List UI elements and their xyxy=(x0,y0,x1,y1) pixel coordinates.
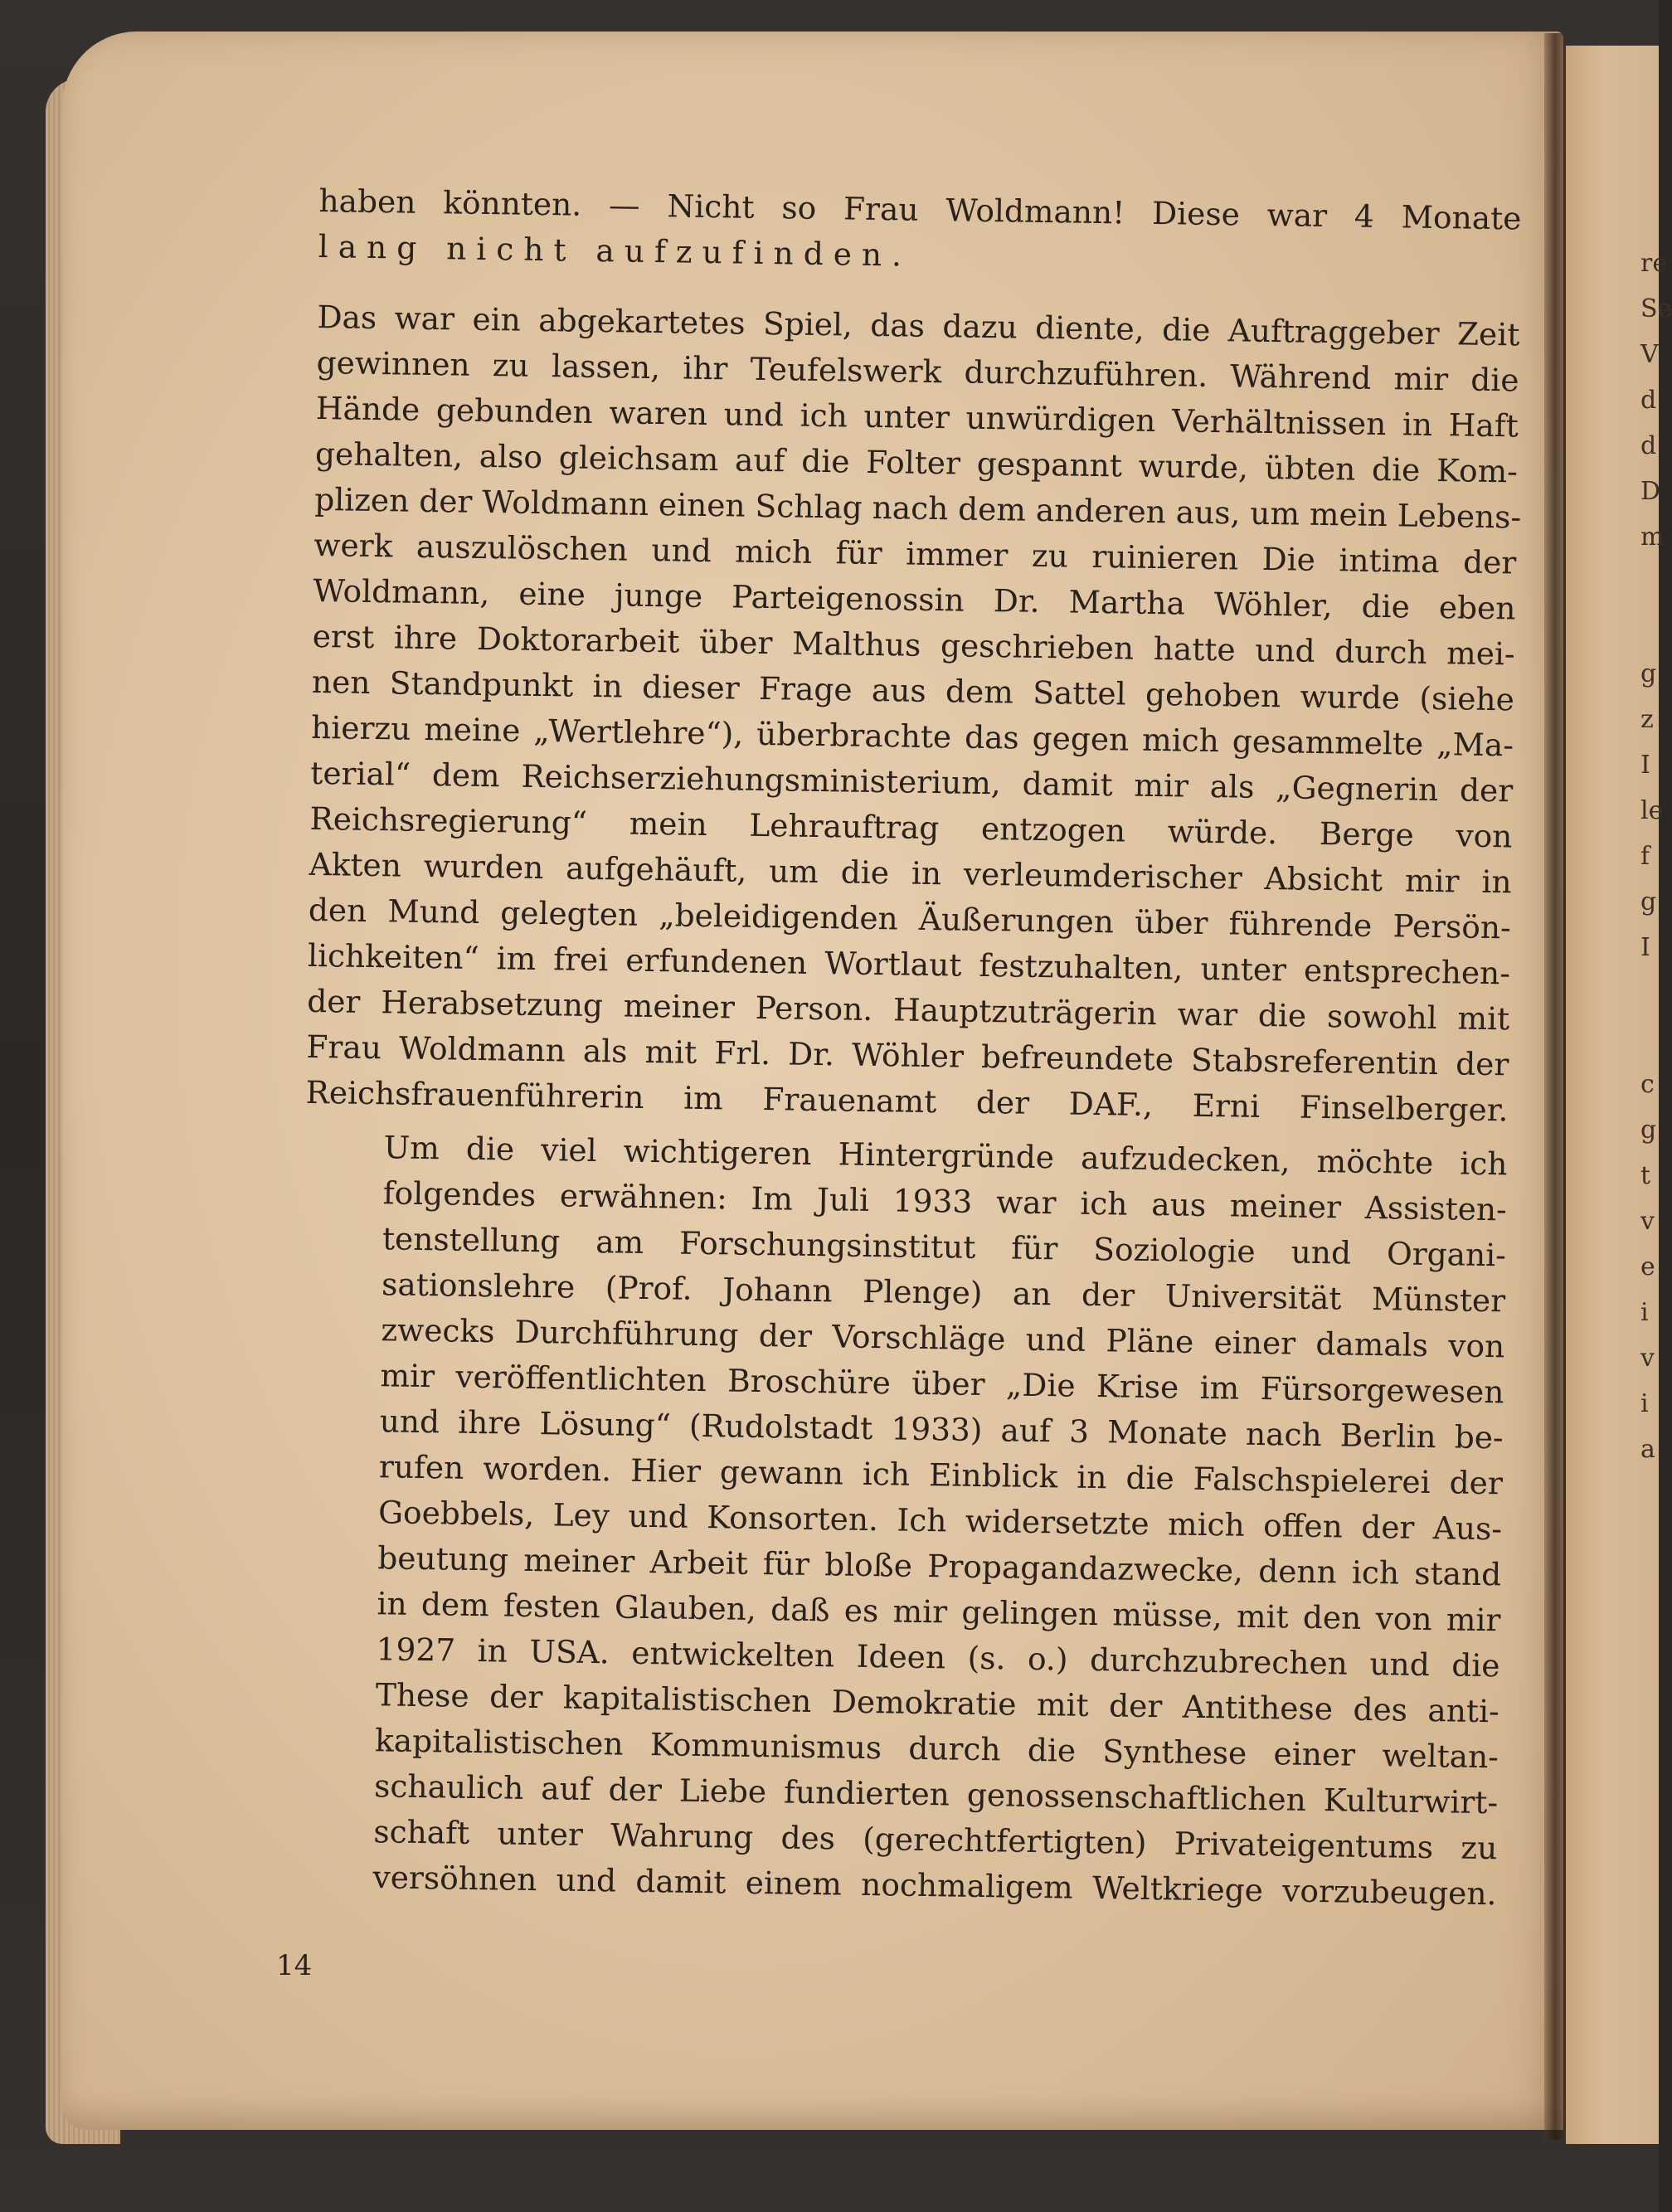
fragment: g xyxy=(1640,887,1657,916)
fragment: a xyxy=(1640,1435,1655,1464)
text-line: tenstellung am Forschungsinstitut für Soziologie und Organi- xyxy=(382,1220,1507,1274)
text-line: werk auszulöschen und mich für immer zu ruinieren Die intima der xyxy=(314,526,1517,581)
text-line: Reichsfrauenführerin im Frauenamt der DAF., Erni Finselberger. xyxy=(305,1073,1509,1129)
text-line: sationslehre (Prof. Johann Plenge) an der Universität Münster xyxy=(381,1266,1506,1320)
fragment: Se xyxy=(1640,294,1672,323)
text-line: schaulich auf der Liebe fundierten genossenschaftlichen Kulturwirt- xyxy=(373,1767,1499,1821)
fragment: v xyxy=(1640,1344,1655,1373)
text-line: Das war ein abgekartetes Spiel, das dazu diente, die Auftraggeber Zeit xyxy=(317,298,1520,353)
text-line: Um die viel wichtigeren Hintergründe aufzudecken, möchte ich xyxy=(383,1129,1508,1183)
text-line: plizen der Woldmann einen Schlag nach dem anderen aus, um mein Lebens- xyxy=(314,480,1522,536)
text-line: gehalten, also gleichsam auf die Folter gespannt wurde, übten die Kom- xyxy=(314,435,1519,490)
text-line: Akten wurden aufgehäuft, um die in verleumderischer Absicht mir in xyxy=(309,845,1512,901)
facing-page-text-fragments xyxy=(1640,241,1672,1472)
book-gutter xyxy=(1544,33,1566,2140)
fragment: g xyxy=(1640,659,1657,688)
fragment: i xyxy=(1640,1298,1649,1327)
fragment: m xyxy=(1640,523,1665,552)
text-line: rufen worden. Hier gewann ich Einblick in die Falschspielerei der xyxy=(378,1448,1504,1502)
text-line: lang nicht aufzufinden. xyxy=(318,227,912,274)
text-line: der Herabsetzung meiner Person. Hauptzuträgerin war die sowohl mit xyxy=(306,982,1510,1038)
text-line: Woldmann, eine junge Parteigenossin Dr. Martha Wöhler, die eben xyxy=(313,571,1516,627)
text-line: versöhnen und damit einem nochmaligem Weltkriege vorzubeugen. xyxy=(372,1859,1497,1913)
fragment: c xyxy=(1640,1070,1655,1099)
text-line: in dem festen Glauben, daß es mir gelingen müsse, mit den von mir xyxy=(377,1585,1501,1639)
fragment: I xyxy=(1640,933,1650,962)
fragment: f xyxy=(1640,842,1650,871)
text-line: gewinnen zu lassen, ihr Teufelswerk durchzuführen. Während mir die xyxy=(316,343,1519,399)
page-number: 14 xyxy=(276,1949,313,1982)
indented-paragraph xyxy=(372,1125,1508,1917)
text-line: haben könnten. — Nicht so Frau Woldmann! Diese war 4 Monate xyxy=(318,182,1522,237)
text-line: den Mund gelegten „beleidigenden Äußerungen über führende Persön- xyxy=(308,891,1512,946)
text-line: These der kapitalistischen Demokratie mit der Antithese des anti- xyxy=(375,1676,1500,1730)
text-line: nen Standpunkt in dieser Frage aus dem Sattel gehoben wurde (siehe xyxy=(311,663,1515,718)
fragment: e xyxy=(1640,1252,1655,1281)
text-line: und ihre Lösung“ (Rudolstadt 1933) auf 3 Monate nach Berlin be- xyxy=(379,1403,1504,1456)
text-line: lichkeiten“ im frei erfundenen Wortlaut festzuhalten, unter entsprechen- xyxy=(307,936,1511,992)
fragment: D xyxy=(1640,477,1661,506)
fragment: i xyxy=(1640,1389,1649,1418)
fragment: le xyxy=(1640,796,1664,825)
text-line: schaft unter Wahrung des (gerechtfertigten) Privateigentums zu xyxy=(373,1813,1498,1867)
fragment: d xyxy=(1640,431,1657,460)
fragment-gap xyxy=(1640,560,1672,651)
text-line: terial“ dem Reichserziehungsministerium, damit mir als „Gegnerin der xyxy=(310,754,1514,809)
body-text xyxy=(294,178,1522,1917)
text-line: folgendes erwähnen: Im Juli 1933 war ich aus meiner Assisten- xyxy=(382,1174,1508,1228)
fragment: V xyxy=(1640,340,1659,369)
fragment: I xyxy=(1640,751,1650,780)
fragment: re xyxy=(1640,249,1668,278)
text-line: Reichsregierung“ mein Lehrauftrag entzogen würde. Berge von xyxy=(309,800,1513,855)
text-line: erst ihre Doktorarbeit über Malthus geschrieben hatte und durch mei- xyxy=(312,617,1515,673)
fragment: z xyxy=(1640,705,1654,734)
text-line: Hände gebunden waren und ich unter unwürdigen Verhältnissen in Haft xyxy=(315,389,1519,445)
text-line: hierzu meine „Wertlehre“), überbrachte das gegen mich gesammelte „Ma- xyxy=(310,708,1514,764)
text-line: Frau Woldmann als mit Frl. Dr. Wöhler befreundete Stabsreferentin der xyxy=(306,1028,1509,1083)
text-line: zwecks Durchführung der Vorschläge und Pläne einer damals von xyxy=(381,1311,1505,1365)
fragment: d xyxy=(1640,386,1657,415)
text-line: 1927 in USA. entwickelten Ideen (s. o.) durchzubrechen und die xyxy=(376,1631,1500,1685)
text-line: beutung meiner Arbeit für bloße Propagandazwecke, denn ich stand xyxy=(377,1539,1502,1593)
fragment-gap xyxy=(1640,970,1672,1062)
fragment: g xyxy=(1640,1116,1657,1145)
fragment: v xyxy=(1640,1207,1655,1236)
fragment: t xyxy=(1640,1161,1651,1190)
text-line: kapitalistischen Kommunismus durch die Synthese einer weltan- xyxy=(374,1722,1499,1776)
text-line: Goebbels, Ley und Konsorten. Ich widersetzte mich offen der Aus- xyxy=(377,1494,1503,1548)
text-line: mir veröffentlichten Broschüre über „Die Krise im Fürsorgewesen xyxy=(380,1357,1504,1411)
